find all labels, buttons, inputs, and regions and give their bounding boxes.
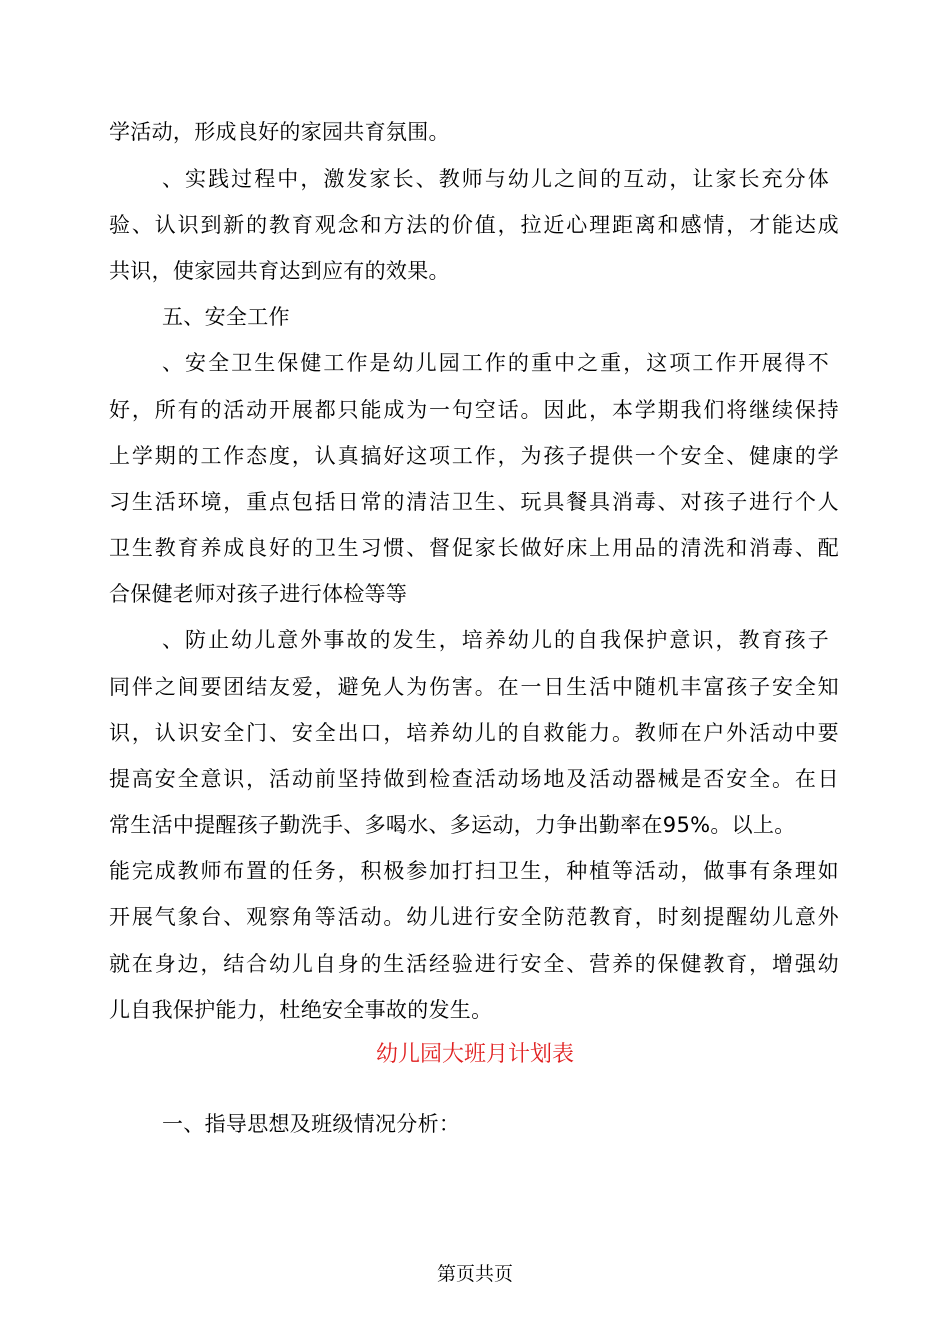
body-line-4: 共识，使家园共育达到应有的效果。 (109, 259, 450, 283)
body-line-1: 学活动，形成良好的家园共育氛围。 (109, 120, 450, 144)
body-line-8: 上学期的工作态度，认真搞好这项工作，为孩子提供一个安全、健康的学 (109, 444, 839, 468)
body-line-9: 习生活环境，重点包括日常的清洁卫生、玩具餐具消毒、对孩子进行个人 (109, 490, 839, 514)
body-line-16: 常生活中提醒孩子勤洗手、多喝水、多运动，力争出勤率在95%。以上。 (109, 813, 796, 837)
page-footer: 第页共页 (436, 1263, 513, 1285)
body-line-7: 好，所有的活动开展都只能成为一句空话。因此，本学期我们将继续保持 (109, 398, 839, 422)
body-line-14: 识，认识安全门、安全出口，培养幼儿的自救能力。教师在户外活动中要 (109, 721, 839, 745)
section-heading-guidance: 一、指导思想及班级情况分析： (162, 1112, 461, 1136)
body-line-2: 、实践过程中，激发家长、教师与幼儿之间的互动，让家长充分体 (162, 167, 829, 191)
body-line-18: 开展气象台、观察角等活动。幼儿进行安全防范教育，时刻提醒幼儿意外 (109, 905, 839, 929)
section-heading-safety: 五、安全工作 (162, 305, 290, 329)
body-line-10: 卫生教育养成良好的卫生习惯、督促家长做好床上用品的清洗和消毒、配 (109, 536, 839, 560)
body-line-3: 验、认识到新的教育观念和方法的价值，拉近心理距离和感情，才能达成 (109, 213, 839, 237)
body-line-13: 同伴之间要团结友爱，避免人为伤害。在一日生活中随机丰富孩子安全知 (109, 675, 839, 699)
body-line-19: 就在身边，结合幼儿自身的生活经验进行安全、营养的保健教育，增强幼 (109, 952, 839, 976)
body-line-17: 能完成教师布置的任务，积极参加打扫卫生，种植等活动，做事有条理如 (109, 859, 839, 883)
body-line-11: 合保健老师对孩子进行体检等等 (109, 582, 408, 606)
body-line-20: 儿自我保护能力，杜绝安全事故的发生。 (109, 998, 493, 1022)
body-line-12: 、防止幼儿意外事故的发生，培养幼儿的自我保护意识，教育孩子 (162, 628, 829, 652)
document-title: 幼儿园大班月计划表 (375, 1042, 574, 1067)
body-line-15: 提高安全意识，活动前坚持做到检查活动场地及活动器械是否安全。在日 (109, 767, 839, 791)
body-line-6: 、安全卫生保健工作是幼儿园工作的重中之重，这项工作开展得不 (162, 351, 829, 375)
